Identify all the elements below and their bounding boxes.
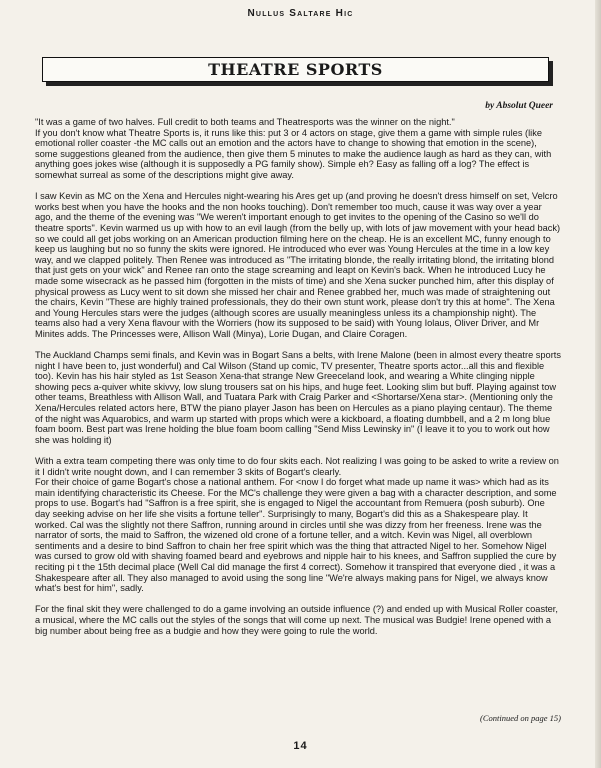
byline: by Absolut Queer — [485, 101, 553, 111]
page-number: 14 — [293, 740, 308, 752]
title-box — [42, 57, 549, 82]
paragraph-quote: "It was a game of two halves. Full credit to both teams and Theatresports was the winner on the night." — [35, 117, 455, 127]
paragraph-intro: If you don't know what Theatre Sports is, it runs like this: put 3 or 4 actors on stage, give them a game with simple rules (like emotional roller coaster -the MC calls out an emotion and the actors have to change to showing that emotion in the scene), some suggestions gleaned from the audience, then give them 5 minutes to make the audience laugh as hard as they can, with anything goes jokes wise (although it is supposedly a PG family show). Simple eh? Easy as falling off a log? The effect is somewhat surreal as some of the descriptions might give away. — [35, 127, 552, 180]
page-edge — [595, 0, 601, 768]
paragraph-xena-night: I saw Kevin as MC on the Xena and Hercules night-wearing his Ares get up (and proving he doesn't dress himself on set, Velcro works best when you have the hooks and the non hooks touching). Don't remember too much, cause it was way over a year ago, and the theme of the evening was "We weren't important enough to get invites to the opening of the Casino so we'll do theatre sports". Kevin warmed us up with how to an evil laugh (from the belly up, with lots of jaw movement with your head back) so we could all get jobs working on an American production filming here on the cheap. He is an excellent MC, funny enough to keep us laughing but no so funny the skits were ignored. He introduced who ever was Young Hercules at the time in a low key way, and we clapped politely. Then Renee was introduced as "The irritating blonde, the really irritating blond, the irritating blond that just gets on your wick" and Renee ran onto the stage screaming and leapt on Kevin's back. When he introduced Lucy he made some wisecrack as he passed him (forgotten in the mists of time) and she Xena sucker punched him, after this display of physical prowess as Lucy went to sit down she missed her chair and Renee grabbed her, much was made of straightening out the chairs, Kevin "These are highly trained professionals, they do their own stunt work, please don't try this at home". The Xena and Young Hercules stars were the judges (although scores are usually meaningless unless its a championship night). The teams also had a very Xena flavour with the Worriers (how its supposed to be said) with Young Iolaus, Oliver Driver, and Mr Minites adds. The Princesses were, Allison Wall (Minya), Lorie Dugan, and Claire Coragen. — [35, 191, 561, 339]
paragraph-auckland-champs: The Auckland Champs semi finals, and Kevin was in Bogart Sans a belts, with Irene Malone (been in almost every theatre sports night I have been to, just wonderful) and Cal Wilson (Stand up comic, TV presenter, Theatre sports actor...all this and flexible too). Kevin has his hair styled as 1st Season Xena-that strange New Greeceland look, and wearing a White clinging nipple showing pecs a-quiver white skivvy, low slung trousers sat on his hips, and huge feet. Looking slim but buff. Playing against tow other teams, Breathless with Allison Wall, and Tuatara Park with Craig Parker and <Shortarse/Xena star>. (Mentioning only the Xena/Hercules related actors here, BTW the piano player Jason has been on Hercules as a piano playing centaur). The theme of the night was Aquarobics, and warm up started with props which were a kickboard, a floating dumbbell, and a 2 m long blue foam boom. Best part was Irene holding the blue foam boom calling "Send Miss Lewinsky in" (I leave it to you to work out how she was holding it) — [35, 350, 561, 445]
paragraph-national-anthem: For their choice of game Bogart's chose a national anthem. For <now I do forget what made up name it was> which had as its main identifying characteristic its Cheese. For the MC's challenge they were given a bag with a character description, and some props to use. Bogart's had "Saffron is a free spirit, she is engaged to Nigel the accountant from Remuera (posh suburb). One day seeking advise on her life she visits a fortune teller". Surprisingly to many, Bogart's did this as a Shakespeare play. It worked. Cal was the slightly not there Saffron, running around in circles until she was dizzy from her freeness. Irene was the narrator of sorts, the maid to Saffron, the wizened old crone of a fortune teller, and a witch. Kevin was Nigel, all overblown sentiments and a desire to bind Saffron to chain her free spirit which was the thing that attracted Nigel to her. Somehow Nigel was cursed to grow old with shaving foamed beard and eyebrows and nipple hair to his knees, and Saffron supplied the cure by reciting pi t the 15th decimal place (Well Cal did manage the first 4 correct). Somehow it transpired that everyone died , it was a Shakespeare after all. They also managed to avoid using the song line "We're always making pans for Nigel, we always know what's best for him", sadly. — [35, 477, 557, 594]
paragraph-extra-team: With a extra team competing there was only time to do four skits each. Not realizing I was going to be asked to write a review on it I didn't write nought down, and I can remember 3 skits of Bogart's clearly. — [35, 456, 559, 477]
article-body — [35, 117, 562, 647]
article-title: THEATRE SPORTS — [208, 60, 383, 79]
continued-note: (Continued on page 15) — [480, 713, 561, 723]
paragraph-final-skit: For the final skit they were challenged to do a game involving an outside influence (?) and ended up with Musical Roller coaster, a musical, where the MC calls out the styles of the songs that will come up next. The musical was Budgie! Irene opened with a big number about being free as a budgie and how they were going to rule the world. — [35, 604, 558, 636]
masthead: Nullus Saltare Hic — [247, 8, 354, 19]
